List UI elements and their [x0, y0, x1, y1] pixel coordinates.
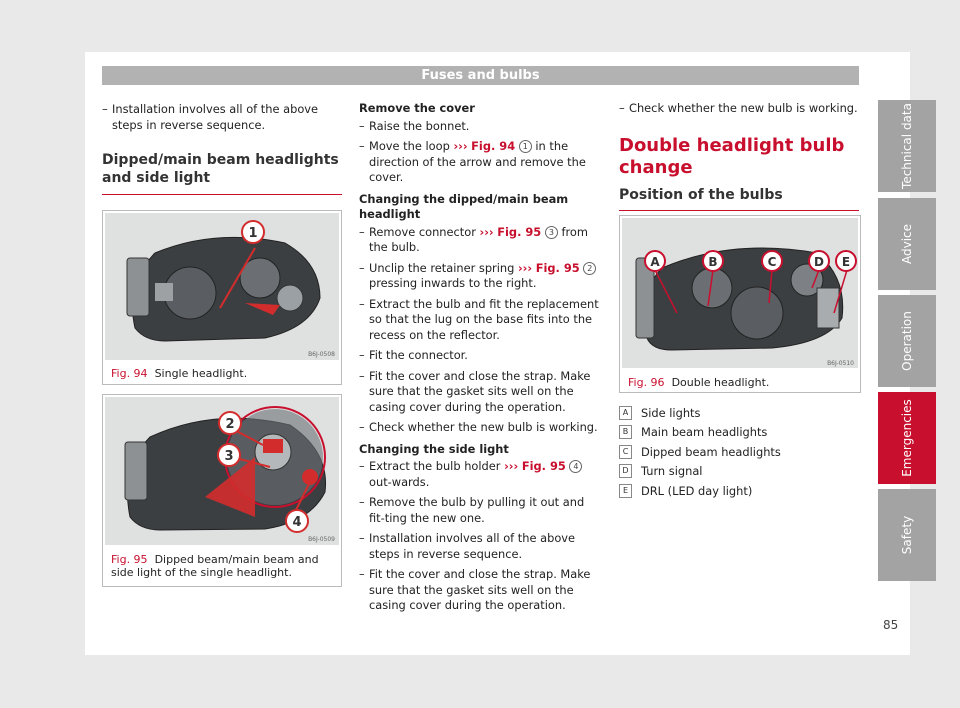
tab-label: Emergencies [900, 399, 914, 477]
step-remove-connector [359, 225, 602, 256]
ref-arrows: ››› [517, 260, 533, 275]
step-fit-cover-2: – Fit the cover and close the strap. Make sure that the gasket sits well on the casing cover during the operation. [359, 567, 602, 614]
step-install: – Installation involves all of the above steps in reverse sequence. [359, 531, 602, 562]
subheading-changing-side: Changing the side light [359, 441, 509, 456]
callout-2: 2 [225, 417, 235, 432]
step-text: out-wards. [369, 474, 430, 489]
column-left [102, 102, 342, 195]
figure-label: Fig. 95 [111, 553, 148, 566]
step-check: – Check whether the new bulb is working. [359, 420, 602, 436]
single-headlight-detail-image [105, 397, 339, 545]
legend-text: Turn signal [641, 464, 703, 479]
letter-e: E [841, 255, 851, 269]
image-code: B6J-0509 [308, 536, 335, 543]
legend-item [619, 403, 781, 423]
step-check: – Check whether the new bulb is working. [619, 101, 859, 117]
legend-key: A [619, 406, 632, 420]
step-extract: – Extract the bulb and fit the replacement so that the lug on the base fits into the recess on the reflector. [359, 297, 602, 344]
step-text: Remove connector [369, 224, 480, 239]
legend-text: Main beam headlights [641, 425, 768, 440]
step-text: pressing inwards to the right. [369, 276, 537, 290]
figure-caption [628, 376, 769, 389]
legend-item [619, 462, 781, 482]
fig-ref-link[interactable]: Fig. 95 [497, 224, 542, 239]
callout-number: 2 [583, 262, 596, 275]
letter-b: B [708, 255, 718, 269]
legend-item [619, 423, 781, 443]
intro-step: – Installation involves all of the above steps in reverse sequence. [102, 102, 342, 133]
section-subtitle: Position of the bulbs [619, 188, 859, 212]
tab-label: Operation [900, 311, 914, 371]
caption-text: Double headlight. [671, 376, 770, 389]
headlight-drawing [622, 218, 858, 368]
step-text: Extract the bulb holder [369, 459, 505, 473]
single-headlight-image [105, 213, 339, 360]
step-move-loop [359, 139, 602, 186]
step-text: Move the loop [369, 139, 454, 153]
legend-key: D [619, 464, 632, 478]
column-middle [359, 101, 602, 619]
section-title: Double headlight bulb change [619, 134, 845, 178]
figure-label: Fig. 96 [628, 376, 665, 389]
legend-item [619, 481, 781, 501]
subheading-changing-dipped: Changing the dipped/main beam headlight [359, 191, 569, 221]
callout-4: 4 [292, 515, 302, 530]
image-code: B6J-0508 [308, 351, 335, 358]
tab-emergencies[interactable] [878, 392, 936, 484]
figure-caption [111, 367, 247, 380]
letter-c: C [767, 255, 777, 269]
fig-ref-link[interactable]: Fig. 94 [471, 139, 516, 153]
section-heading: Dipped/main beam headlights and side light [102, 151, 342, 195]
headlight-drawing [105, 397, 339, 545]
step-fit-connector: – Fit the connector. [359, 348, 602, 364]
caption-text: Single headlight. [154, 367, 248, 380]
tab-label: Safety [900, 515, 914, 555]
figure-96 [619, 215, 861, 393]
bulb-legend [619, 403, 781, 501]
ref-arrows: ››› [453, 139, 468, 153]
tab-advice[interactable] [878, 198, 936, 290]
subheading-remove-cover: Remove the cover [359, 101, 475, 115]
step-text: in the direction of the arrow and remove the cover. [369, 139, 586, 184]
step-text: Unclip the retainer spring [369, 260, 518, 275]
legend-item [619, 442, 781, 462]
double-headlight-image [622, 218, 858, 368]
tab-safety[interactable] [878, 489, 936, 581]
step-unclip [359, 261, 602, 292]
legend-text: DRL (LED day light) [641, 483, 753, 498]
callout-number: 1 [519, 140, 532, 153]
figure-caption [111, 553, 331, 579]
figure-95 [102, 394, 342, 587]
tab-operation[interactable] [878, 295, 936, 387]
ref-arrows: ››› [504, 459, 519, 473]
fig-ref-link[interactable]: Fig. 95 [535, 260, 580, 275]
page-number: 85 [883, 618, 899, 632]
legend-text: Side lights [641, 405, 701, 420]
tab-label: Advice [900, 223, 914, 265]
callout-1: 1 [248, 226, 258, 241]
step-remove-bulb: – Remove the bulb by pulling it out and fit-ting the new one. [359, 495, 602, 526]
page-header: Fuses and bulbs [102, 66, 859, 85]
figure-94 [102, 210, 342, 385]
callout-number: 3 [545, 226, 558, 239]
step-text: from the bulb. [369, 224, 588, 254]
headlight-drawing [105, 213, 339, 360]
caption-text: Dipped beam/main beam and side light of the single headlight. [111, 553, 319, 579]
legend-key: E [619, 484, 632, 498]
image-code: B6J-0510 [827, 360, 854, 367]
step-extract-holder [359, 459, 602, 490]
letter-a: A [650, 255, 660, 269]
legend-key: B [619, 425, 632, 439]
callout-number: 4 [569, 460, 582, 473]
ref-arrows: ››› [479, 224, 494, 239]
fig-ref-link[interactable]: Fig. 95 [521, 459, 566, 473]
callout-3: 3 [224, 449, 234, 464]
column-right [619, 101, 859, 211]
tab-technical-data[interactable] [878, 100, 936, 192]
step-raise: – Raise the bonnet. [359, 119, 602, 135]
legend-text: Dipped beam headlights [641, 444, 781, 459]
figure-label: Fig. 94 [111, 367, 148, 380]
tab-label: Technical data [900, 103, 914, 189]
step-fit-cover: – Fit the cover and close the strap. Make sure that the gasket sits well on the casing cover during the operation. [359, 369, 602, 416]
letter-d: D [814, 255, 824, 269]
legend-key: C [619, 445, 632, 459]
